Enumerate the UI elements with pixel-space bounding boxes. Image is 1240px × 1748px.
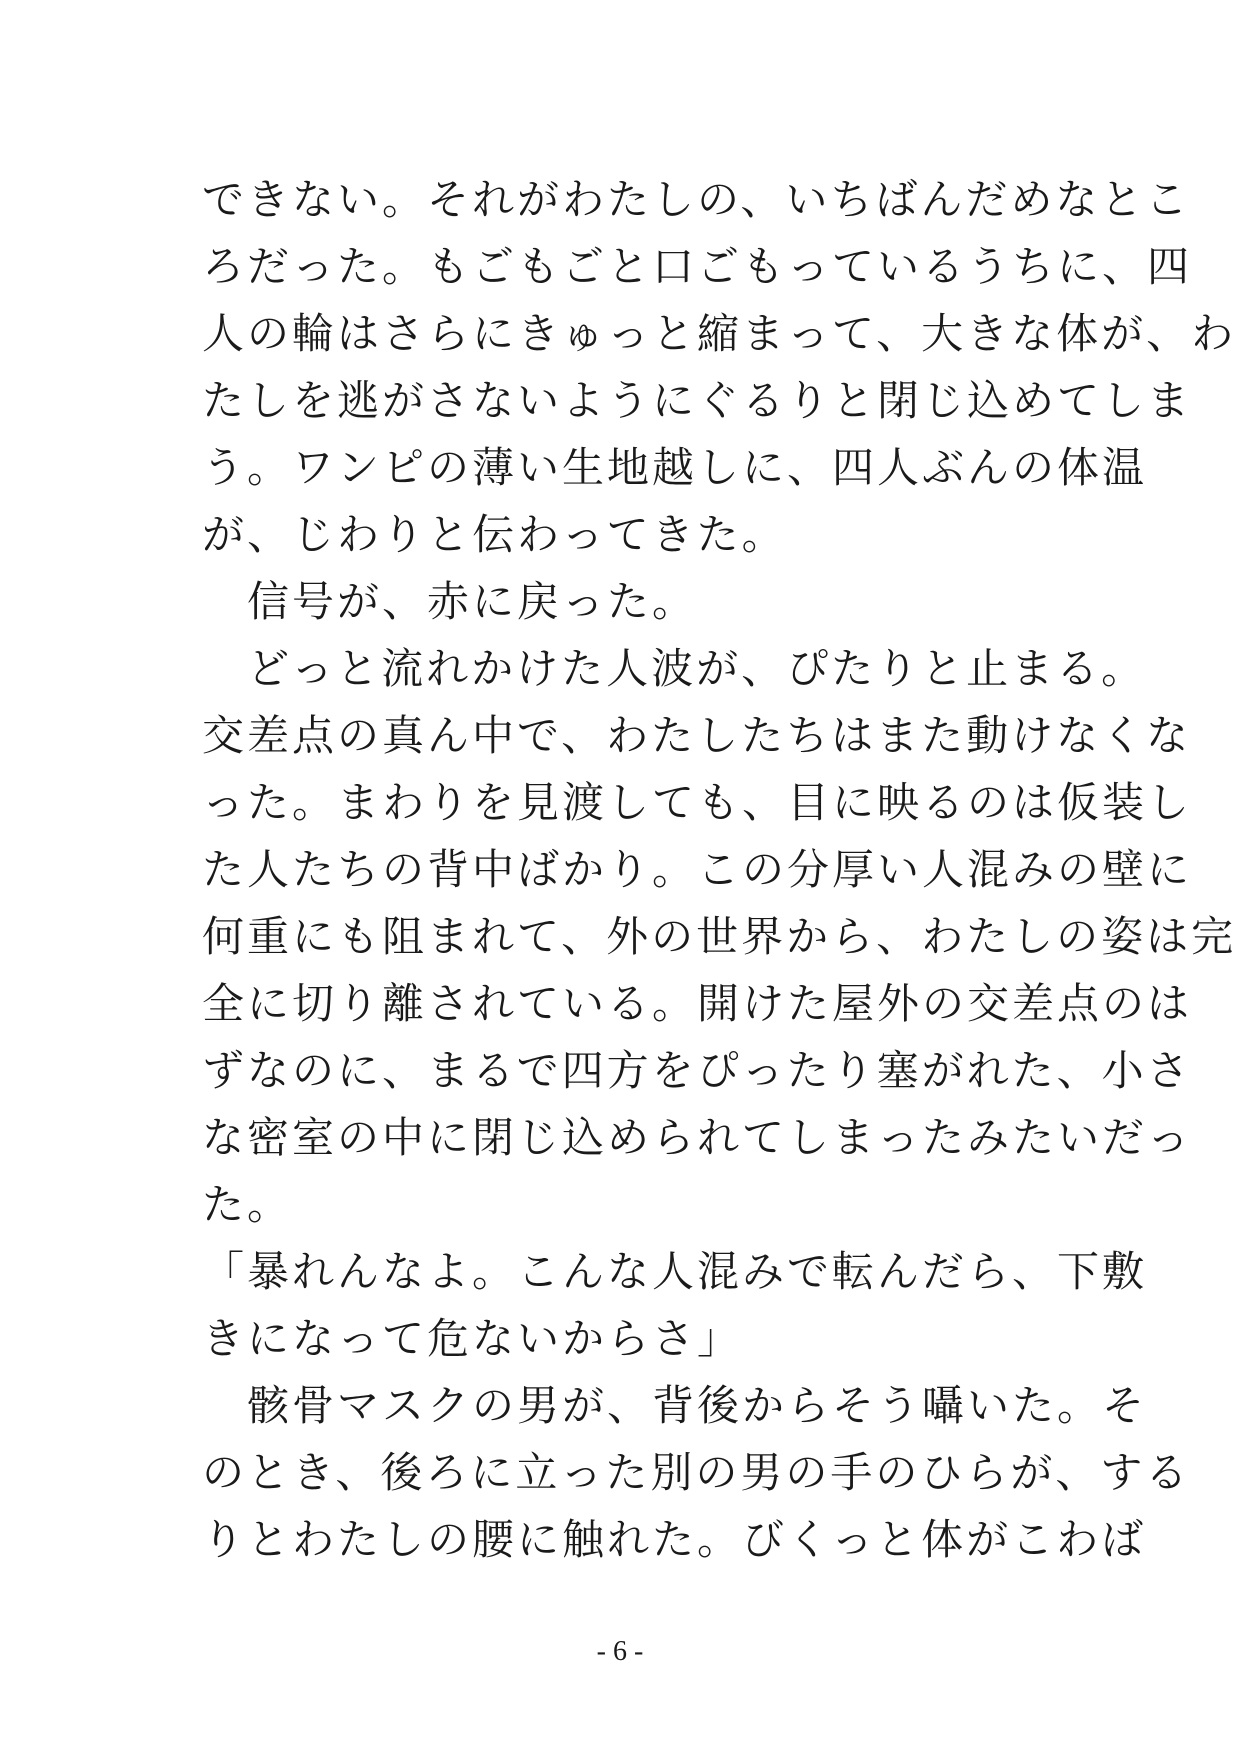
text-line: 交差点の真ん中で、わたしたちはまた動けなくな [202, 711, 1192, 760]
text-line: が、じわりと伝わってきた。 [202, 510, 787, 559]
text-line: った。まわりを見渡しても、目に映るのは仮装し [202, 778, 1193, 827]
text-line: できない。それがわたしの、いちばんだめなとこ [202, 175, 1191, 224]
text-line: な密室の中に閉じ込められてしまったみたいだっ [202, 1113, 1193, 1162]
text-line: どっと流れかけた人波が、ぴたりと止まる。 [202, 644, 1147, 693]
text-line: 全に切り離されている。開けた屋外の交差点のは [202, 979, 1193, 1028]
text-line: 信号が、赤に戻った。 [202, 577, 698, 626]
text-line: りとわたしの腰に触れた。びくっと体がこわば [202, 1515, 1147, 1564]
text-line: たしを逃がさないようにぐるりと閉じ込めてしま [202, 376, 1193, 425]
text-line: た。 [202, 1180, 293, 1229]
page-number: - 6 - [596, 1636, 644, 1667]
text-line: ろだった。もごもごと口ごもっているうちに、四 [202, 242, 1193, 291]
text-line: 「暴れんなよ。こんな人混みで転んだら、下敷 [202, 1247, 1148, 1296]
text-line: きになって危ないからさ」 [202, 1314, 743, 1363]
text-line: 何重にも阻まれて、外の世界から、わたしの姿は完 [202, 912, 1237, 961]
text-line: う。ワンピの薄い生地越しに、四人ぶんの体温 [202, 443, 1148, 492]
text-line: 人の輪はさらにきゅっと縮まって、大きな体が、わ [202, 309, 1237, 358]
text-line: のとき、後ろに立った別の男の手のひらが、する [202, 1448, 1191, 1497]
text-line: 骸骨マスクの男が、背後からそう囁いた。そ [202, 1381, 1148, 1430]
body-text [202, 166, 1237, 1573]
text-line: た人たちの背中ばかり。この分厚い人混みの壁に [202, 845, 1193, 894]
text-line: ずなのに、まるで四方をぴったり塞がれた、小さ [202, 1046, 1192, 1095]
